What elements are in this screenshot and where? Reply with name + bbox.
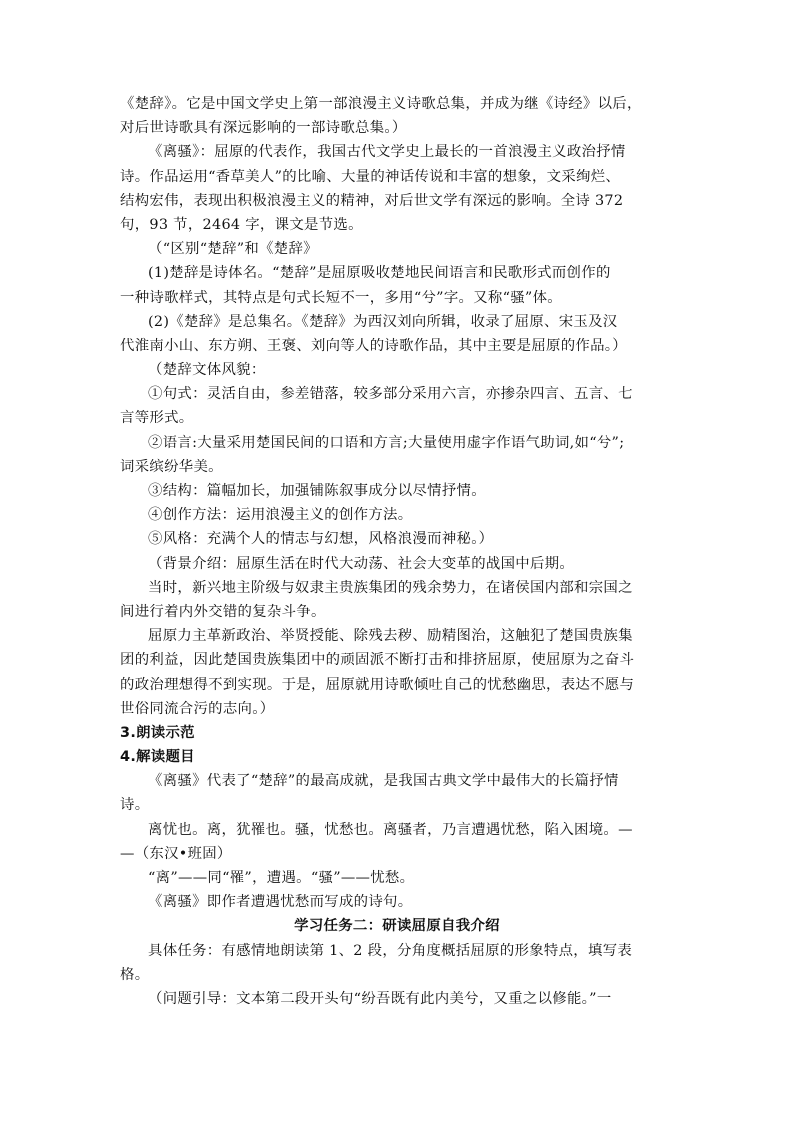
text-line: ②语言:大量采用楚国民间的口语和方言;大量使用虚字作语气助词,如“兮”; xyxy=(148,434,625,451)
text-line: (1)楚辞是诗体名。“楚辞”是屈原吸收楚地民间语言和民歌形式而创作的 xyxy=(148,265,611,282)
text-line: 屈原力主革新政治、举贤授能、除残去秽、励精图治，这触犯了楚国贵族集 xyxy=(148,628,633,645)
text-line: ③结构：篇幅加长，加强铺陈叙事成分以尽情抒情。 xyxy=(148,483,486,499)
text-line: 离忧也。离，犹罹也。骚，忧愁也。离骚者，乃言遭遇忧愁，陷入困境。— xyxy=(148,821,633,838)
text-line: 言等形式。 xyxy=(120,410,194,427)
text-line: 《离骚》代表了“楚辞”的最高成就，是我国古典文学中最伟大的长篇抒情 xyxy=(148,773,619,790)
text-line: ①句式：灵活自由，参差错落，较多部分采用六言，亦掺杂四言、五言、七 xyxy=(148,386,633,403)
text-line: ④创作方法：运用浪漫主义的创作方法。 xyxy=(148,507,413,524)
text-line: 代淮南小山、东方朔、王褒、刘向等人的诗歌作品，其中主要是屈原的作品。） xyxy=(120,337,627,354)
text-line: 对后世诗歌具有深远影响的一部诗歌总集。） xyxy=(120,120,407,137)
text-line: （背景介绍：屈原生活在时代大动荡、社会大变革的战国中后期。 xyxy=(148,555,575,572)
text-line: 结构宏伟，表现出积极浪漫主义的精神，对后世文学有深远的影响。全诗 372 xyxy=(120,192,624,209)
text-line: 世俗同流合污的志向。） xyxy=(120,700,275,717)
text-line: (2)《楚辞》是总集名。《楚辞》为西汉刘向所辑，收录了屈原、宋玉及汉 xyxy=(148,313,618,330)
text-line: 团的利益，因此楚国贵族集团中的顽固派不断打击和排挤屈原，使屈原为之奋斗 xyxy=(120,652,635,669)
text-line: —（东汉•班固） xyxy=(120,845,232,862)
section-heading: 4.解读题目 xyxy=(120,749,195,766)
text-line: 《离骚》即作者遭遇忧愁而写成的诗句。 xyxy=(148,894,413,911)
text-line: 具体任务：有感情地朗读第 1、2 段，分角度概括屈原的形象特点，填写表 xyxy=(148,942,633,959)
text-line: 诗。 xyxy=(120,797,150,814)
text-line: 格。 xyxy=(120,966,150,983)
task-heading: 学习任务二：研读屈原自我介绍 xyxy=(294,918,500,935)
text-line: 诗。作品运用“香草美人”的比喻、大量的神话传说和丰富的想象，文采绚烂、 xyxy=(120,168,621,185)
section-heading: 3.朗读示范 xyxy=(120,724,195,741)
text-line: （问题引导：文本第二段开头句“纷吾既有此内美兮，又重之以修能。”一 xyxy=(148,990,612,1007)
text-line: 句，93 节，2464 字，课文是节选。 xyxy=(120,216,363,233)
text-line: （楚辞文体风貌： xyxy=(148,362,266,379)
text-line: 一种诗歌样式，其特点是句式长短不一，多用“兮”字。又称“骚”体。 xyxy=(120,289,562,306)
text-line: 间进行着内外交错的复杂斗争。 xyxy=(120,603,326,620)
text-line: 词采缤纷华美。 xyxy=(120,458,223,475)
text-line: 《楚辞》。它是中国文学史上第一部浪漫主义诗歌总集，并成为继《诗经》以后， xyxy=(120,96,642,112)
text-line: 的政治理想得不到实现。于是，屈原就用诗歌倾吐自己的忧愁幽思，表达不愿与 xyxy=(120,676,635,693)
document-page xyxy=(120,92,674,1011)
text-line: （“区别“楚辞”和《楚辞》 xyxy=(148,241,318,258)
text-line: ⑤风格：充满个人的情志与幻想，风格浪漫而神秘。） xyxy=(148,531,494,548)
text-line: 当时，新兴地主阶级与奴隶主贵族集团的残余势力，在诸侯国内部和宗国之 xyxy=(148,579,633,596)
text-line: “离”——同“罹”，遭遇。“骚”——忧愁。 xyxy=(148,870,415,886)
text-line: 《离骚》：屈原的代表作，我国古代文学史上最长的一首浪漫主义政治抒情 xyxy=(148,144,626,161)
